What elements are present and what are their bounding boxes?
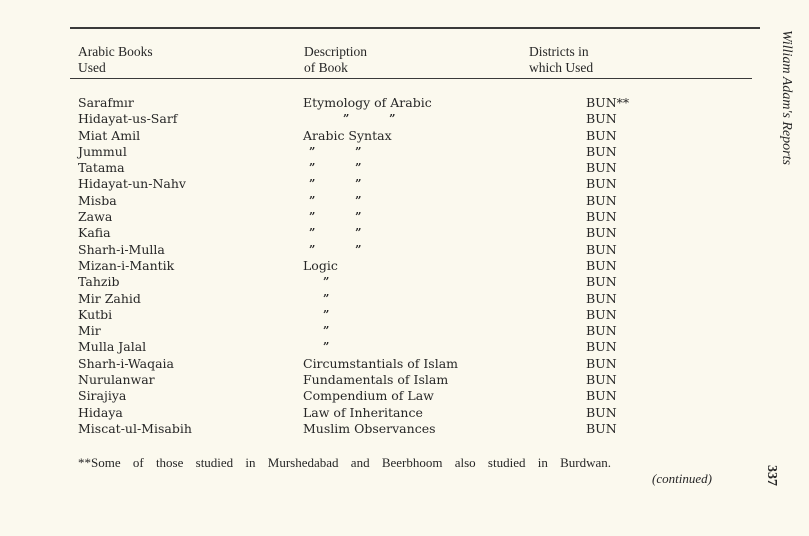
header-line: of Book (304, 60, 348, 75)
book-description: Law of Inheritance (303, 404, 423, 420)
book-description: ” (323, 340, 330, 354)
table-row (78, 160, 758, 176)
table-row (78, 176, 758, 192)
table-row (78, 225, 758, 241)
table-row (78, 274, 758, 290)
district: BUN (586, 339, 617, 355)
header-line: Used (78, 60, 106, 75)
district: BUN (586, 241, 617, 257)
book-description: ” ” (309, 161, 362, 175)
book-description: Fundamentals of Islam (303, 372, 449, 388)
header-districts (529, 44, 593, 76)
book-name: Mir Zahid (78, 290, 141, 306)
district: BUN (586, 192, 617, 208)
book-name: Kutbi (78, 306, 113, 322)
book-description: Compendium of Law (303, 388, 434, 404)
book-description: ” (323, 307, 330, 321)
table-row (78, 388, 758, 404)
book-description: ” (323, 291, 330, 305)
header-line: Arabic Books (78, 44, 153, 59)
table-row (78, 128, 758, 144)
table-row (78, 356, 758, 372)
header-description (304, 44, 367, 76)
table-row (78, 339, 758, 355)
district: BUN (586, 209, 617, 225)
header-line: Districts in (529, 44, 589, 59)
district: BUN (586, 127, 617, 143)
table-row (78, 421, 758, 437)
book-name: Hidayat-un-Nahv (78, 176, 186, 192)
book-description: ” (323, 275, 330, 289)
table-row (78, 144, 758, 160)
table-row (78, 111, 758, 127)
header-arabic-books (78, 44, 153, 76)
book-name: Hidayat-us-Sarf (78, 111, 178, 127)
top-rule (70, 27, 760, 29)
table-row (78, 258, 758, 274)
district: BUN (586, 372, 617, 388)
book-name: Misba (78, 192, 117, 208)
book-name: Sarafmır (78, 95, 134, 110)
book-name: Tahzib (78, 274, 120, 290)
book-name: Tatama (78, 160, 125, 176)
table-row (78, 242, 758, 258)
table-row (78, 372, 758, 388)
table-row (78, 291, 758, 307)
book-description: ” ” (309, 242, 362, 256)
book-description: Muslim Observances (303, 420, 436, 436)
district: BUN (586, 290, 617, 306)
district: BUN (586, 306, 617, 322)
book-description: ” ” (309, 177, 362, 191)
district: BUN (586, 388, 617, 404)
district: BUN (586, 257, 617, 273)
table-row (78, 323, 758, 339)
book-description: Etymology of Arabic (303, 95, 432, 110)
book-description: Logic (303, 257, 338, 273)
table-row (78, 95, 758, 111)
running-head: William Adam's Reports (779, 30, 794, 165)
district: BUN (586, 355, 617, 371)
book-name: Kafia (78, 225, 111, 241)
book-name: Miscat-ul-Misabih (78, 420, 192, 436)
table-row (78, 405, 758, 421)
book-name: Sirajiya (78, 388, 127, 404)
book-name: Jummul (78, 143, 127, 159)
district: BUN (586, 111, 617, 127)
district: BUN (586, 420, 617, 436)
page-number: 337 (764, 465, 779, 486)
footnote: **Some of those studied in Murshedabad and Beerbhoom also studied in Burdwan. (78, 455, 611, 470)
district: BUN (586, 323, 617, 339)
district: BUN (586, 404, 617, 420)
book-description: Circumstantials of Islam (303, 355, 459, 371)
book-name: Sharh-i-Waqaia (78, 355, 174, 371)
table-row (78, 209, 758, 225)
book-name: Sharh-i-Mulla (78, 241, 165, 257)
district: BUN (586, 176, 617, 192)
district: BUN (586, 274, 617, 290)
district: BUN (586, 225, 617, 241)
table-body (78, 95, 758, 437)
book-name: Mizan-i-Mantik (78, 257, 175, 273)
book-description: ” ” (309, 193, 362, 207)
continued-label: (continued) (652, 471, 712, 486)
book-description: ” ” (309, 210, 362, 224)
book-description: ” ” (309, 226, 362, 240)
book-description: ” (323, 324, 330, 338)
book-description: Arabic Syntax (303, 127, 392, 143)
book-description: ” ” (309, 144, 362, 158)
book-name: Hidaya (78, 404, 123, 420)
table-row (78, 193, 758, 209)
header-line: which Used (529, 60, 594, 75)
book-name: Mir (78, 323, 101, 339)
book-name: Zawa (78, 209, 113, 225)
book-description: ” ” (343, 112, 396, 126)
book-name: Nurulanwar (78, 372, 155, 388)
district: BUN** (586, 95, 630, 110)
header-rule (70, 78, 752, 79)
header-line: Description (304, 44, 367, 59)
district: BUN (586, 143, 617, 159)
district: BUN (586, 160, 617, 176)
book-name: Mulla Jalal (78, 339, 147, 355)
table-row (78, 307, 758, 323)
book-name: Miat Amil (78, 127, 141, 143)
